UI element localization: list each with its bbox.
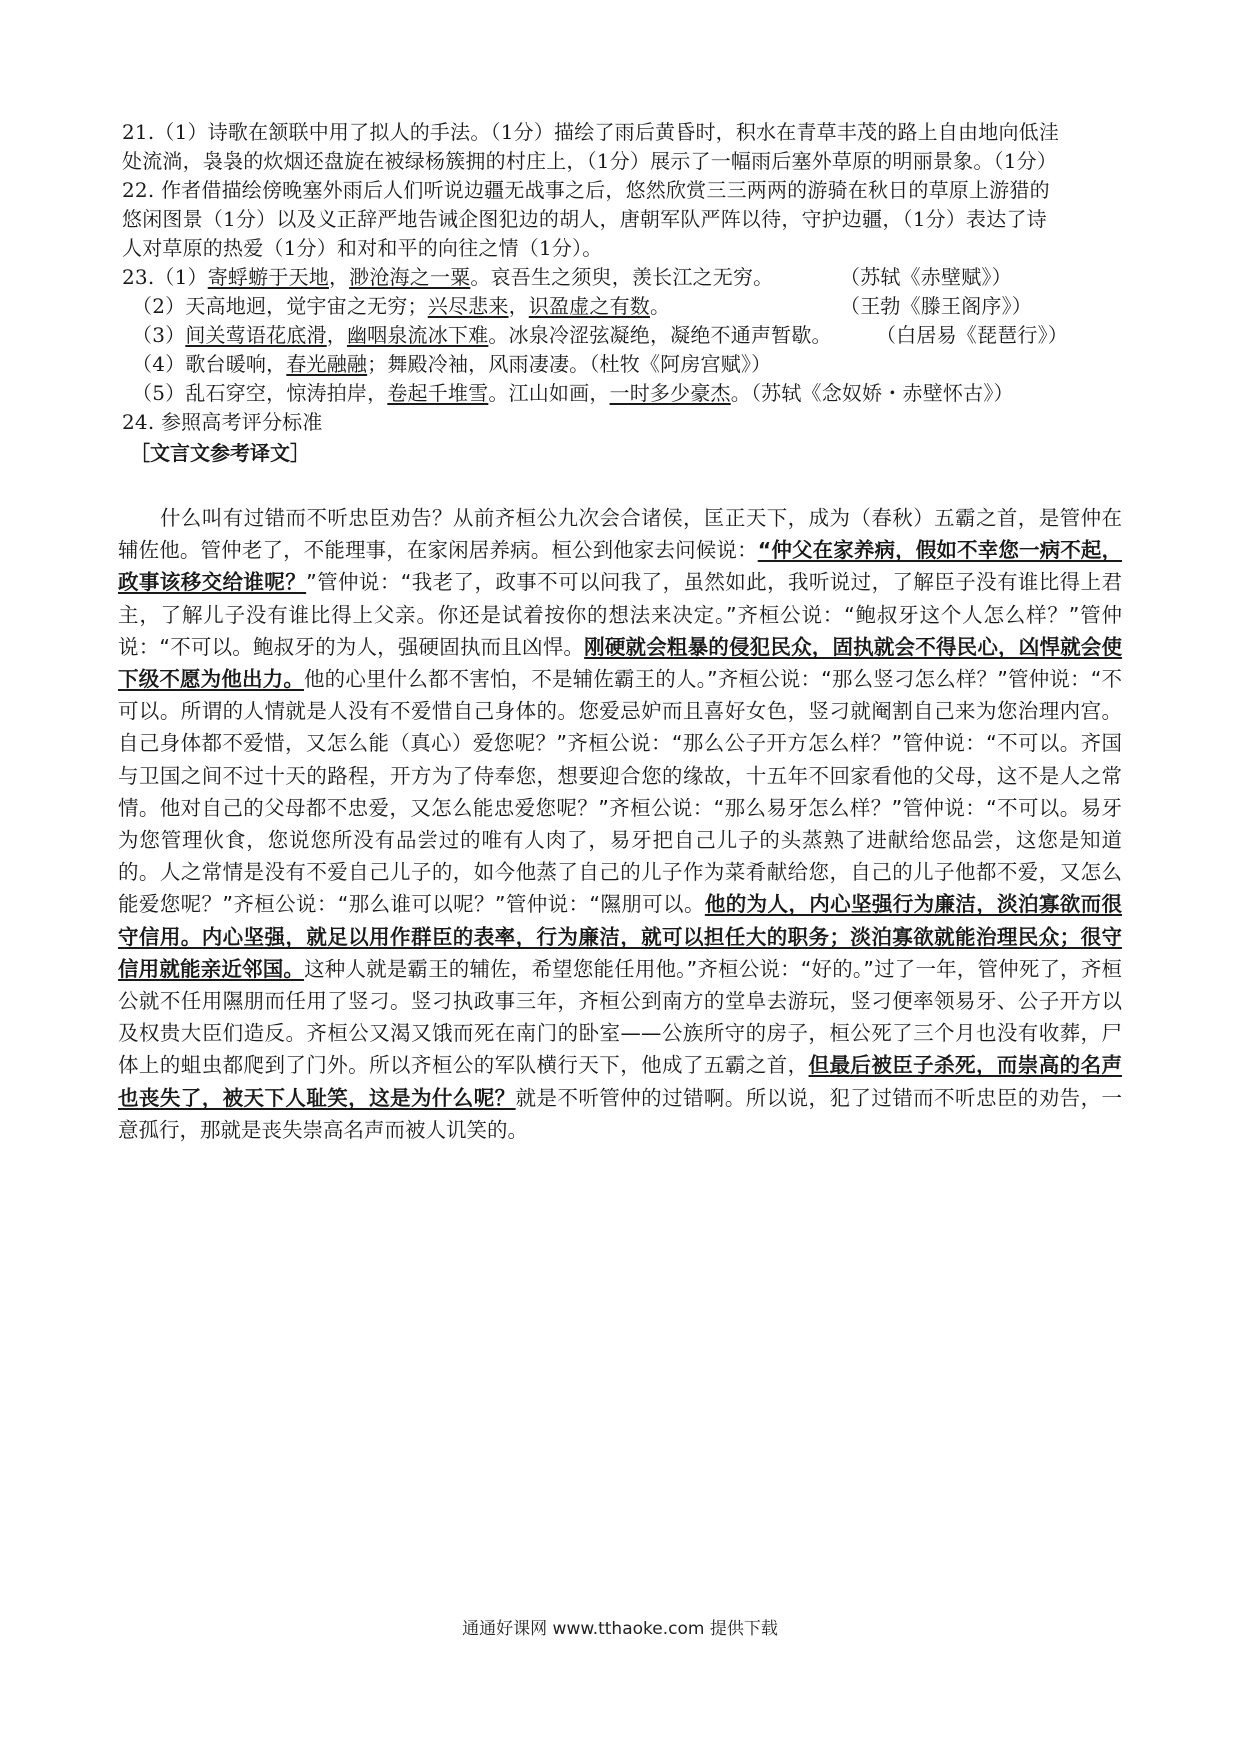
q23-text: 。 (730, 381, 751, 405)
q23-text: ；舞殿冷袖，风雨凄凄。 (367, 352, 590, 376)
q23-text: 天高地迥 (185, 294, 267, 318)
translation-paragraph (118, 502, 1122, 1146)
q23-answer-blank: 间关莺语花底滑 (185, 323, 327, 347)
q23-source: （王勃《滕王阁序》） (840, 294, 1032, 318)
translation-text: 什么叫有过错而不听忠臣劝告？从前齐桓公九次会合诸侯，匡正天下，成为（春秋）五霸之首，是管仲在辅佐他。管仲老了，不能理事，在家闲居养病。桓公到他家去问候说： (118, 506, 1122, 563)
q21-line-2: 处流淌，袅袅的炊烟还盘旋在被绿杨簇拥的村庄上，（1分）展示了一幅雨后塞外草原的明丽景象。（1分） (122, 149, 1058, 173)
q23-answer-blank: 渺沧海之一粟 (349, 265, 471, 289)
q22-line-1: 22. 作者借描绘傍晚塞外雨后人们听说边疆无战事之后，悠然欣赏三三两两的游骑在秋日的草原上游猎的 (122, 178, 1050, 202)
q23-poem-recitation (122, 263, 1122, 408)
footer-credit: 通通好课网 www.tthaoke.com 提供下载 (462, 1619, 778, 1639)
q23-answer-blank: 寄蜉蝣于天地 (207, 265, 329, 289)
q23-line-number: （2） (132, 294, 186, 318)
q23-line-number: （5） (132, 381, 186, 405)
q23-line-number: 23.（1） (122, 265, 208, 289)
translation-body (118, 502, 1122, 1146)
q23-line-3 (122, 321, 1122, 350)
q23-text: ， (328, 265, 350, 289)
q23-line-number: （4） (132, 352, 186, 376)
q23-source: （白居易《琵琶行》） (876, 323, 1068, 347)
q23-text: 。 (649, 294, 671, 318)
q23-text: ， (326, 323, 347, 347)
q23-line-4 (122, 350, 1122, 379)
q23-line-1 (122, 263, 1122, 292)
q23-text: 歌台暖响， (185, 352, 287, 376)
q23-source: （苏轼《念奴娇・赤壁怀古》） (750, 381, 1014, 405)
q23-text: 。江山如画， (488, 381, 610, 405)
q24-line: 24. 参照高考评分标准 (122, 410, 323, 434)
q23-answer-blank: 识盈虚之有数 (528, 294, 650, 318)
answer-section (122, 118, 1122, 467)
q23-answer-blank: 一时多少豪杰 (609, 381, 731, 405)
q23-text: 。冰泉冷涩弦凝绝，凝绝不通声暂歇。 (488, 323, 832, 347)
key-sentence: 但最后被臣子杀死，而崇高的名声也丧失了，被天下人耻笑，这是为什么呢？ (118, 1053, 1123, 1110)
q23-line-2 (122, 292, 1122, 321)
q23-answer-blank: 兴尽悲来 (427, 294, 509, 318)
q23-source: （杜牧《阿房宫赋》） (589, 352, 772, 376)
q23-text: ，觉宇宙之无穷； (266, 294, 428, 318)
translation-text: ”管仲说：“我老了，政事不可以问我了，虽然如此，我听说过，了解臣子没有谁比得上君主，了解儿子没有谁比得上父亲。你还是试着按你的想法来决定。”齐桓公说：“鲍叔牙这个人怎么样？”管仲说：“不可以。鲍叔牙的为人，强硬固执而且凶悍。 (118, 570, 1122, 659)
q22-line-2: 悠闲图景（1分）以及义正辞严地告诫企图犯边的胡人，唐朝军队严阵以待，守护边疆，（1分）表达了诗 (122, 207, 1047, 231)
translation-text: 他的心里什么都不害怕，不是辅佐霸王的人。”齐桓公说：“那么竖刁怎么样？”管仲说：“不可以。所谓的人情就是人没有不爱惜自己身体的。您爱忌妒而且喜好女色，竖刁就阉割自己来为您治理内宫。自己身体都不爱惜，又怎么能（真心）爱您呢？”齐桓公说：“那么公子开方怎么样？”管仲说：“不可以。齐国与卫国之间不过十天的路程，开方为了侍奉您，想要迎合您的缘故，十五年不回家看他的父母，这不是人之常情。他对自己的父母都不忠爱，又怎么能忠爱您呢？”齐桓公说：“那么易牙怎么样？”管仲说：“不可以。易牙为您管理伙食，您说您所没有品尝过的唯有人肉了，易牙把自己儿子的头蒸熟了进献给您品尝，这您是知道的。人之常情是没有不爱自己儿子的，如今他蒸了自己的儿子作为菜肴献给您，自己的儿子他都不爱，又怎么能爱您呢？”齐桓公说：“那么谁可以呢？”管仲说：“隰朋可以。 (118, 667, 1123, 917)
key-sentence: “仲父在家养病，假如不幸您一病不起，政事该移交给谁呢？ (118, 538, 1122, 595)
q23-text: ， (611, 265, 632, 289)
key-sentence: 他的为人，内心坚强行为廉洁，淡泊寡欲而很守信用。内心坚强，就足以用作群臣的表率，行为廉洁，就可以担任大的职务；淡泊寡欲就能治理民众；很守信用就能亲近邻国。 (118, 892, 1123, 981)
q23-text: 。 (753, 265, 774, 289)
key-sentence: 刚硬就会粗暴的侵犯民众，固执就会不得民心，凶悍就会使下级不愿为他出力。 (118, 634, 1123, 692)
q23-line-5 (122, 379, 1122, 408)
translation-text: 这种人就是霸王的辅佐，希望您能任用他。”齐桓公说：“好的。”过了一年，管仲死了，齐桓公就不任用隰朋而任用了竖刁。竖刁执政事三年，齐桓公到南方的堂阜去游玩，竖刁便率领易牙、公子开方以及权贵大臣们造反。齐桓公又渴又饿而死在南门的卧室——公族所守的房子，桓公死了三个月也没有收葬，尸体上的蛆虫都爬到了门外。所以齐桓公的军队横行天下，他成了五霸之首， (118, 956, 1123, 1078)
q23-source: （苏轼《赤壁赋》） (840, 265, 1012, 289)
translation-heading: ［文言文参考译文］ (130, 441, 310, 465)
q23-answer-blank: 卷起千堆雪 (387, 381, 489, 405)
q23-answer-blank: 幽咽泉流冰下难 (346, 323, 489, 347)
q23-line-number: （3） (132, 323, 186, 347)
q22-line-3: 人对草原的热爱（1分）和对和平的向往之情（1分）。 (122, 236, 603, 260)
q23-text: 乱石穿空，惊涛拍岸， (185, 381, 388, 405)
q23-text: 。 (470, 265, 491, 289)
q23-answer-blank: 春光融融 (286, 352, 368, 376)
q23-text: ， (508, 294, 529, 318)
q23-text: 哀吾生之须臾 (490, 265, 612, 289)
translation-text: 就是不听管仲的过错啊。所以说，犯了过错而不听忠臣的劝告，一意孤行，那就是丧失崇高名声而被人讥笑的。 (118, 1085, 1123, 1142)
q21-line-1: 21.（1）诗歌在颔联中用了拟人的手法。（1分）描绘了雨后黄昏时，积水在青草丰茂的路上自由地向低洼 (122, 120, 1060, 144)
q23-text: 羡长江之无穷 (631, 265, 754, 289)
